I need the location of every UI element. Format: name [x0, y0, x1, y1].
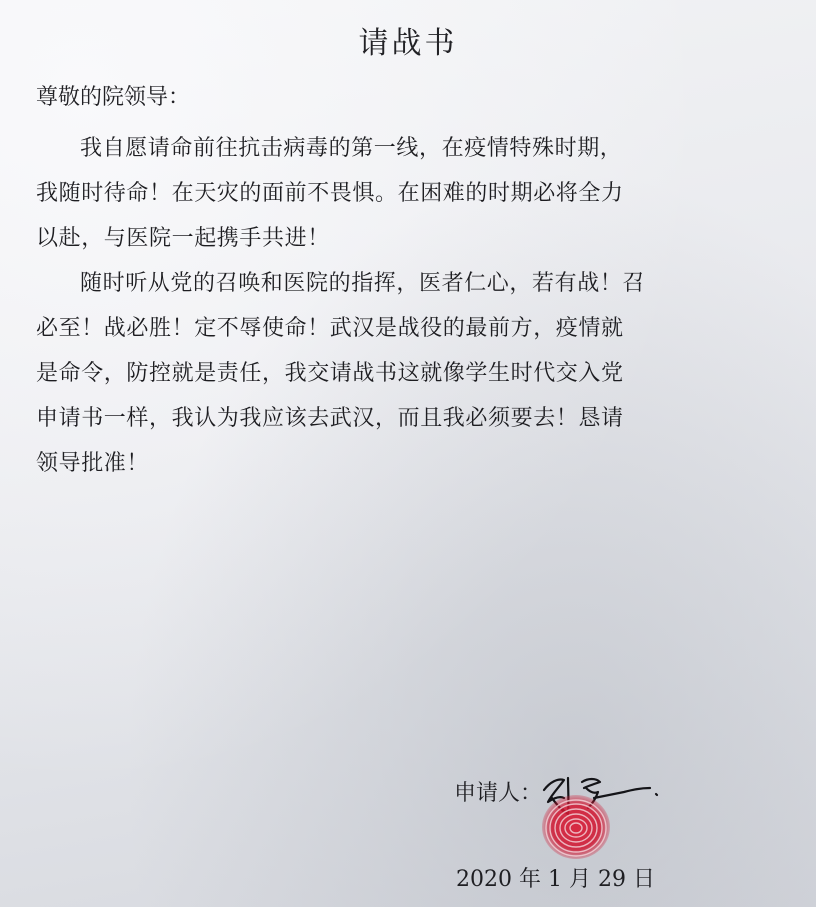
fingerprint-seal	[536, 790, 616, 864]
signature-date: 2020 年 1 月 29 日	[456, 867, 655, 892]
letter-body	[36, 126, 778, 486]
paragraph-2-line-3: 是命令，防控就是责任，我交请战书这就像学生时代交入党	[36, 361, 624, 386]
applicant-label: 申请人：	[454, 781, 543, 806]
paragraph-2-line-4: 申请书一样，我认为我应该去武汉，而且我必须要去！恳请	[36, 406, 624, 431]
document-title: 请战书	[358, 26, 458, 61]
salutation: 尊敬的院领导：	[36, 85, 191, 110]
paragraph-2-line-1: 随时听从党的召唤和医院的指挥，医者仁心，若有战！召	[80, 271, 646, 296]
paragraph-1-line-1: 我自愿请命前往抗击病毒的第一线，在疫情特殊时期，	[80, 136, 623, 161]
paragraph-2-line-5: 领导批准！	[36, 451, 150, 476]
paragraph-1-line-3: 以赴，与医院一起携手共进！	[36, 226, 330, 251]
paragraph-1-line-2: 我随时待命！在天灾的面前不畏惧。在困难的时期必将全力	[36, 181, 624, 206]
paragraph-2-line-2: 必至！战必胜！定不辱使命！武汉是战役的最前方，疫情就	[36, 316, 624, 341]
